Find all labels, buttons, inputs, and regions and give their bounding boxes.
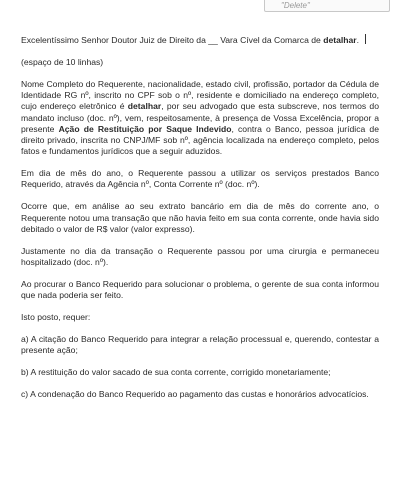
addressee-end: . [356,35,360,45]
paragraph-spacing-note: (espaço de 10 linhas) [21,57,104,67]
paragraph-addressee [21,34,379,46]
document-body[interactable] [21,34,379,411]
addressee-text: Excelentíssimo Senhor Doutor Juiz de Direito da __ Vara Cível da Comarca de [21,35,324,45]
paragraph-qualification [21,79,379,157]
paragraph-facts-3: Justamente no dia da transação o Requerente passou por uma cirurgia e permaneceu hospitalizado (doc. nº). [21,245,379,268]
qualification-text-1: Nome Completo do Requerente, nacionalidade, estado civil, profissão, portador da Cédula de Identidade RG nº, inscrito no CPF sob o nº, residente e domiciliado na endereço completo, cujo endereço eletrônico é [21,79,379,112]
paragraph-requests-intro: Isto posto, requer: [21,312,91,323]
paragraph-facts-4: Ao procurar o Banco Requerido para solucionar o problema, o gerente de sua conta informou que nada poderia ser feito. [21,279,379,301]
qualification-text-2: , por seu advogado que esta subscreve, nos termos do mandato incluso (doc. nº), vem, respeitosamente, à presença de Vossa Excelência, propor a presente [21,101,379,134]
delete-input[interactable]: "Delete" [264,0,390,12]
top-toolbar [260,0,400,20]
qualification-detail: detalhar [127,101,162,112]
text-cursor [365,34,366,44]
request-item-a: a) A citação do Banco Requerido para integrar a relação processual e, querendo, contestar a presente ação; [21,334,379,356]
action-title: Ação de Restituição por Saque Indevido [58,123,232,134]
addressee-detail: detalhar [323,35,357,45]
paragraph-facts-2: Ocorre que, em análise ao seu extrato bancário em dia de mês do corrente ano, o Requerente notou uma transação que não havia feito em sua conta corrente, onde havia sido debitado o valor de R$ valor (valor expresso). [21,201,379,234]
paragraph-facts-1: Em dia de mês do ano, o Requerente passou a utilizar os serviços prestados Banco Requerido, através da Agência nº, Conta Corrente nº (doc. nº). [21,168,379,190]
request-item-b: b) A restituição do valor sacado de sua conta corrente, corrigido monetariamente; [21,367,331,378]
request-item-c: c) A condenação do Banco Requerido ao pagamento das custas e honorários advocatícios. [21,389,369,400]
qualification-text-3: , contra o Banco, pessoa jurídica de direito privado, inscrita no CNPJ/MF sob nº, agência localizada na endereço completo, pelos fatos e fundamentos jurídicos que a seguir aduzidos. [21,123,379,157]
